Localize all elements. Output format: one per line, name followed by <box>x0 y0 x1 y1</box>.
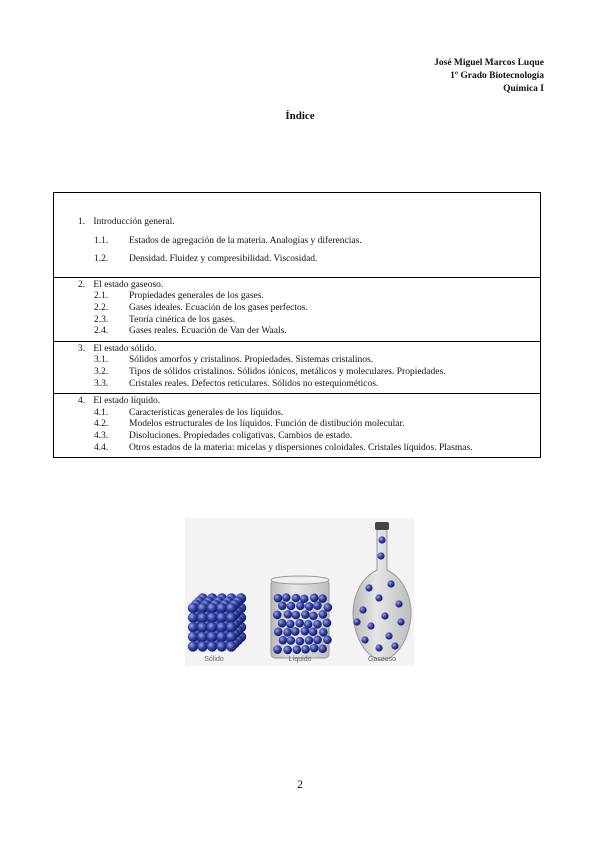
liquid-particle <box>323 635 332 644</box>
toc-section-title: 2. El estado gaseoso. <box>78 279 164 290</box>
gas-particle <box>381 612 388 619</box>
liquid-particle <box>313 601 322 610</box>
toc-section <box>54 277 540 341</box>
solid-particle <box>226 632 236 642</box>
liquid-particle <box>293 645 302 654</box>
liquid-particle <box>296 602 305 611</box>
liquid-particle <box>283 646 292 655</box>
liquid-label: Líquido <box>288 656 312 663</box>
gas-particle <box>377 552 384 559</box>
toc-section-title: 4. El estado líquido. <box>78 396 161 407</box>
liquid-particle <box>273 611 282 620</box>
liquid-particle <box>305 636 314 645</box>
liquid-particle <box>278 601 287 610</box>
gas-particle <box>367 622 374 629</box>
liquid-particle <box>292 611 301 620</box>
toc-item: 4.1. Características generales de los líquidos. <box>94 407 284 418</box>
states-of-matter-figure <box>185 518 414 666</box>
beaker-rim <box>271 576 329 584</box>
liquid-particle <box>287 636 296 645</box>
solid-particle <box>197 612 207 622</box>
gas-flask <box>353 522 411 660</box>
liquid-particle <box>274 594 283 603</box>
solid-particle <box>226 603 236 613</box>
liquid-particle <box>287 602 296 611</box>
liquid-particle <box>309 628 318 637</box>
gas-particle <box>375 644 382 651</box>
toc-item: 3.3. Cristales reales. Defectos reticulares. Sólidos no estequiométicos. <box>94 378 379 389</box>
liquid-particle <box>310 644 319 653</box>
solid-particle <box>226 622 236 632</box>
solid-particle <box>188 632 198 642</box>
gas-particle <box>365 584 372 591</box>
liquid-particle <box>274 628 283 637</box>
solid-particle <box>197 603 207 613</box>
liquid-particle <box>310 594 319 603</box>
liquid-particle <box>319 628 328 637</box>
flask-stopper <box>375 522 389 530</box>
toc-item: 4.2. Modelos estructurales de los líquidos. Función de distibución molecular. <box>94 419 405 430</box>
liquid-particle <box>313 620 322 629</box>
gas-particle <box>395 600 402 607</box>
solid-particle <box>217 622 227 632</box>
liquid-particle <box>273 645 282 654</box>
liquid-particle <box>305 602 314 611</box>
toc-item: 3.2. Tipos de sólidos cristalinos. Sólidos iónicos, metálicos y moleculares. Propiedades. <box>94 366 446 377</box>
solid-particle <box>197 632 207 642</box>
liquid-particle <box>282 593 291 602</box>
liquid-particle <box>323 619 332 628</box>
document-header <box>434 57 544 96</box>
liquid-particle <box>284 610 293 619</box>
solid-particle <box>217 603 227 613</box>
solid-particle <box>226 641 236 651</box>
author-name: José Miguel Marcos Luque <box>434 58 544 68</box>
liquid-particle <box>301 610 310 619</box>
liquid-particle <box>279 636 288 645</box>
subject-name: Química I <box>503 84 544 94</box>
liquid-particle <box>324 603 333 612</box>
solid-particle <box>217 612 227 622</box>
gas-particle <box>391 642 398 649</box>
toc-item: 2.1. Propiedades generales de los gases. <box>94 291 264 302</box>
solid-particle <box>207 632 217 642</box>
toc-item: 4.4. Otros estados de la materia: micelas y dispersiones coloidales. Cristales líquidos. Plasmas. <box>94 442 473 453</box>
liquid-particle <box>295 619 304 628</box>
course-name: 1º Grado Biotecnología <box>450 71 544 81</box>
solid-particle <box>207 641 217 651</box>
gas-particle <box>361 636 368 643</box>
gas-particle <box>353 618 360 625</box>
liquid-beaker <box>271 576 332 658</box>
solid-particle <box>188 603 198 613</box>
solid-particle <box>207 603 217 613</box>
solid-particle <box>217 632 227 642</box>
toc-section-title: 1. Introducción general. <box>78 217 175 227</box>
solid-particle <box>188 641 198 651</box>
liquid-particle <box>318 644 327 653</box>
toc-item: 4.3. Disoluciones. Propiedades coligativas. Cambios de estado. <box>94 430 353 441</box>
solid-particle <box>207 612 217 622</box>
toc-item: 2.3. Teoría cinética de los gases. <box>94 314 236 325</box>
gas-particle <box>397 618 404 625</box>
solid-particle <box>207 622 217 632</box>
liquid-particle <box>296 637 305 646</box>
liquid-particle <box>313 636 322 645</box>
solid-particle <box>217 641 227 651</box>
liquid-particle <box>318 594 327 603</box>
liquid-particle <box>301 645 310 654</box>
solid-particle <box>197 622 207 632</box>
toc-section-title: 3. El estado sólido. <box>78 343 157 354</box>
page-title: Índice <box>285 110 315 122</box>
toc-item: 3.1. Sólidos amorfos y cristalinos. Propiedades. Sistemas cristalinos. <box>94 355 374 366</box>
liquid-particle <box>286 620 295 629</box>
solid-label: Sólido <box>204 656 224 663</box>
solid-particle <box>226 612 236 622</box>
solid-particle <box>197 641 207 651</box>
liquid-particle <box>283 628 292 637</box>
toc-section <box>54 193 540 277</box>
toc-item: 2.4. Gases reales. Ecuación de Van der Waals. <box>94 326 287 337</box>
toc-item: 1.2. Densidad. Fluidez y compresibilidad. Viscosidad. <box>94 254 318 265</box>
gas-particle <box>378 536 385 543</box>
gas-label: Gaseoso <box>367 656 397 663</box>
liquid-particle <box>301 627 310 636</box>
liquid-particle <box>291 627 300 636</box>
gas-particle <box>375 594 382 601</box>
states-of-matter-illustration <box>185 518 414 666</box>
toc-item: 2.2. Gases ideales. Ecuación de los gases perfectos. <box>94 302 308 313</box>
gas-particle <box>385 632 392 639</box>
page-number: 2 <box>297 777 303 791</box>
table-of-contents <box>53 192 541 458</box>
liquid-particle <box>278 619 287 628</box>
solid-crystal-lattice <box>188 593 246 651</box>
gas-particle <box>359 606 366 613</box>
gas-particle <box>387 580 394 587</box>
liquid-particle <box>309 612 318 621</box>
solid-particle <box>188 622 198 632</box>
solid-particle <box>188 612 198 622</box>
liquid-particle <box>292 594 301 603</box>
toc-section <box>54 393 540 457</box>
liquid-particle <box>319 610 328 619</box>
toc-item: 1.1. Estados de agregación de la materia. Analogías y diferencias. <box>94 235 362 246</box>
toc-section <box>54 341 540 393</box>
